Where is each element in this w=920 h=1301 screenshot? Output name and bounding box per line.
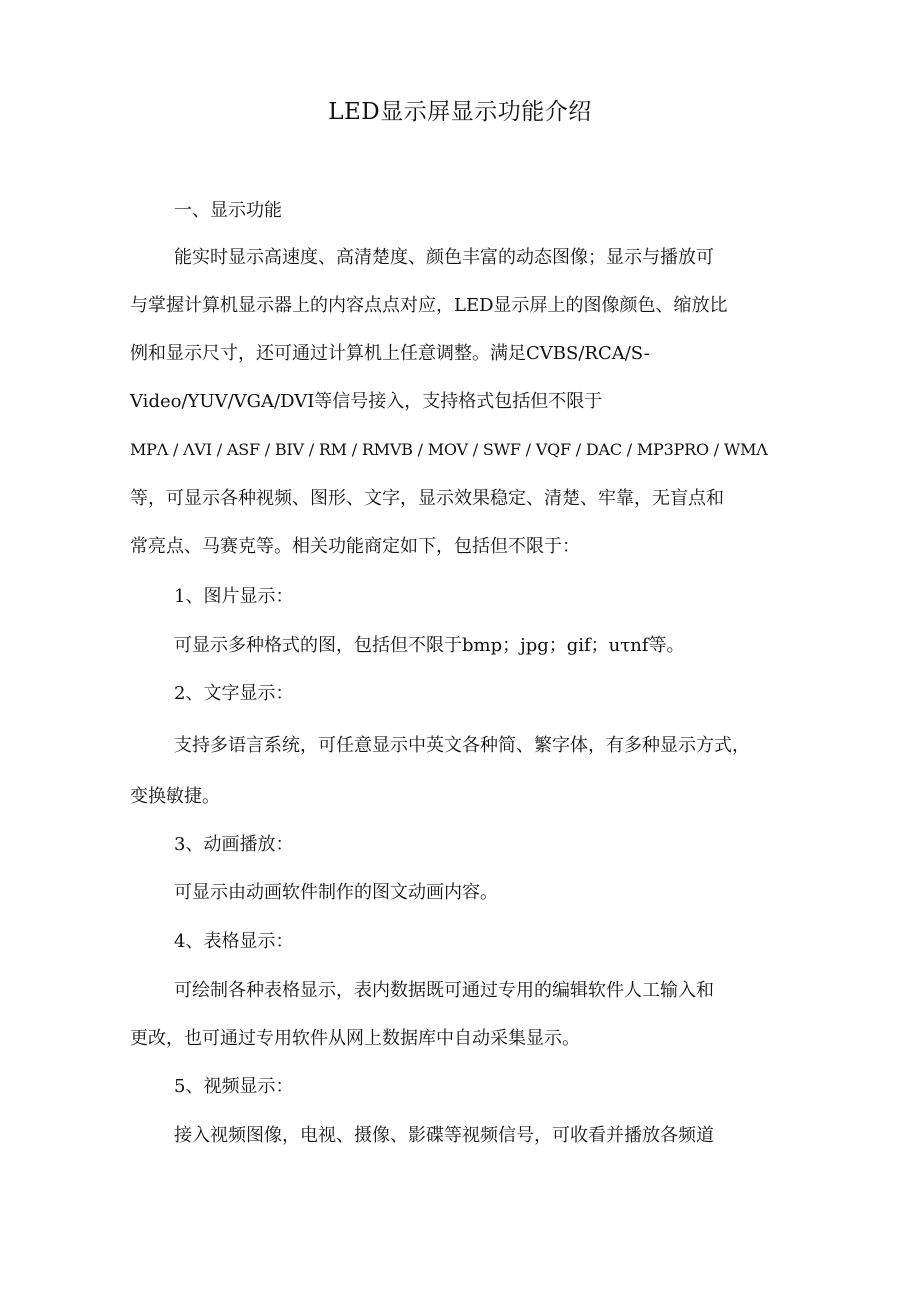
paragraph-line: 可绘制各种表格显示，表内数据既可通过专用的编辑软件人工输入和: [174, 980, 714, 1001]
paragraph-line: MPΛ / ΛVI / ASF / BIV / RM / RMVB / MOV / SWF / VQF / DAC / MP3PRO / WMΛ: [130, 440, 768, 459]
paragraph-line: 支持多语言系统，可任意显示中英文各种简、繁字体，有多种显示方式，: [174, 735, 750, 756]
paragraph-line: 可显示多种格式的图，包括但不限于bmp；jpg；gif；uτnf等。: [174, 635, 685, 656]
section-heading: 一、显示功能: [174, 200, 282, 221]
paragraph-line: 等，可显示各种视频、图形、文字，显示效果稳定、清楚、牢靠，无盲点和: [130, 488, 724, 509]
paragraph-line: 可显示由动画软件制作的图文动画内容。: [174, 882, 498, 903]
subsection-heading: 4、表格显示：: [174, 931, 294, 952]
subsection-heading: 1、图片显示：: [174, 586, 294, 607]
paragraph-line: 能实时显示高速度、高清楚度、颜色丰富的动态图像；显示与播放可: [174, 247, 714, 268]
subsection-heading: 3、动画播放：: [174, 834, 294, 855]
paragraph-line: 例和显示尺寸，还可通过计算机上任意调整。满足CVBS/RCA/S-: [130, 343, 650, 364]
paragraph-line: 变换敏捷。: [130, 786, 220, 807]
subsection-heading: 5、视频显示：: [174, 1076, 294, 1097]
paragraph-line: 更改，也可通过专用软件从网上数据库中自动采集显示。: [130, 1028, 580, 1049]
document-title: LED显示屏显示功能介绍: [328, 99, 592, 125]
subsection-heading: 2、文字显示：: [174, 683, 294, 704]
paragraph-line: Video/YUV/VGA/DVI等信号接入，支持格式包括但不限于: [130, 391, 603, 412]
paragraph-line: 常亮点、马赛克等。相关功能商定如下，包括但不限于：: [130, 536, 580, 557]
paragraph-line: 与掌握计算机显示器上的内容点点对应，LED显示屏上的图像颜色、缩放比: [130, 295, 728, 316]
paragraph-line: 接入视频图像，电视、摄像、影碟等视频信号，可收看并播放各频道: [174, 1125, 714, 1146]
